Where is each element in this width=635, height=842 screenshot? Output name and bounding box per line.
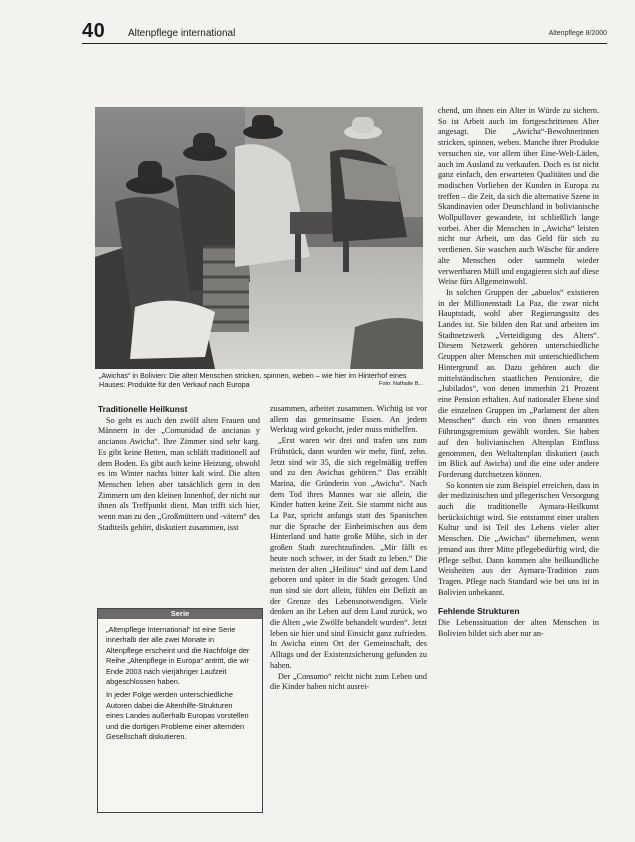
paragraph: zusammen, arbeitet zusammen. Wichtig ist vor allem das gemeinsame Essen. An jedem Werktag wird gekocht, jeder muss mithelfen. <box>270 404 427 435</box>
header-rule <box>82 43 607 44</box>
series-info-box <box>97 608 263 813</box>
caption-text: „Awichas“ in Bolivien: Die alten Menschen stricken, spinnen, weben – wie hier im Hinterhof eines Hauses: Produkte für den Verkauf nach Europa <box>99 371 407 389</box>
paragraph: Die Lebenssituation der alten Menschen in Bolivien bildet sich aber nur an- <box>438 618 599 638</box>
photo-caption <box>99 371 423 389</box>
section-heading: Fehlende Strukturen <box>438 606 520 617</box>
paragraph: Der „Consumo“ reicht nicht zum Leben und die Kinder haben nicht ausrei- <box>270 671 427 692</box>
article-column-1 <box>98 404 260 533</box>
page-number: 40 <box>82 20 106 42</box>
issue-label: Altenpflege 8/2000 <box>548 30 607 37</box>
series-paragraph: In jeder Folge werden unterschiedliche Autoren dabei die Altenhilfe-Strukturen eines Landes außerhalb Europas vorstellen und die dortigen Probleme einer alternden Gesellschaft diskutieren. <box>106 690 249 742</box>
article-photo <box>95 107 423 369</box>
paragraph: „Erst waren wir drei und trafen uns zum Frühstück, dann wurden wir mehr, fünf, zehn. Jetzt sind wir 35, die sich regelmäßig treffen und zu den Awichas gehören.“ Das erzählt Marina, die Gründerin von „Awicha“. Nach dem Tod ihres Mannes war sie allein, die Kinder hatten keine Zeit. Sie stammt nicht aus La Paz, spricht anfangs statt des Spanischen nur die Sprache der Einheimischen aus dem Hinterland und hatte große Mühe, sich in der großen Stadt zurechtzufinden. „Mir fällt es heute noch schwer, in der Stadt zu leben.“ Die meisten der alten „Heilitos“ sind auf dem Land geboren und später in die Stadt gezogen. Und nun sind sie dort allein, fühlen ein Defizit an der Grenze des Lebensnotwendigen. Viele denken an ihr Leben auf dem Land zurück, wo die Alten „wie Zwölfe behandelt wurden“. Jetzt leben sie hier und sind Einsicht ganz zufrieden. In Awicha einen Ort der Gemeinschaft, des Alltags und der Existenzsicherung gefunden zu haben. <box>270 436 427 670</box>
paragraph: So konnten sie zum Beispiel erreichen, dass in der medizinischen und pflegerischen Versorgung auch die traditionelle Aymara-Heilkunst berücksichtigt wird. Sie entstammt einer uralten Kultur und ist Teil des Lebens vieler alter Menschen. Die „Awichas“ übernehmen, wenn jemand aus ihrer Mitte pflegebedürftig wird, die Pflege selbst. Dann kommen alte heilkundliche Weisheiten aus der Aymara-Tradition zum Tragen. Pflege nach Standard wie bei uns ist in Bolivien unbekannt. <box>438 480 599 597</box>
photo-credit: Foto: Nathalie B... <box>378 381 423 387</box>
photo-illustration <box>95 107 423 369</box>
magazine-title: Altenpflege international <box>128 28 236 39</box>
paragraph: So geht es auch den zwölf alten Frauen und Männern in der „Comunidad de ancianas y ancianos Awicha“. Ihre Zimmer sind sehr karg. Es gibt keine Betten, man schläft traditionell auf dem Boden. Es gibt auch keine Heizung, obwohl es im Winter nachts bitter kalt wird. Die alten Menschen leben aber tatsächlich gern in den Zimmern um den kleinen Innenhof, der nicht nur ihnen als Treffpunkt dient. Man trifft sich hier, wenn man zu den „Großmüttern und -vätern“ des Stadtteils gehört, diskutiert zusammen, isst <box>98 415 260 532</box>
paragraph: In solchen Gruppen der „abuelos“ existieren in der Millionenstadt La Paz, die zwar nicht Hauptstadt, wohl aber Regierungssitz des Landes ist. Sie bilden den Rat und arbeiten im Stadtnetzwerk „Verteidigung des Alters“. Diesem Netzwerk gehören unterschiedliche Gruppen alter Menschen mit unterschiedlichem Hintergrund an. Dazu gehören auch die mittelständischen staatlichen Pensionäre, die „Jubilados“, von denen immerhin 21 Prozent eine Pension erhalten. Auf nationaler Ebene sind die einzelnen Gruppen im „Parlament der alten Menschen“ durch ein von ihnen ernanntes Führungsgremium gewählt worden. Sie haben auf den bolivianischen Altenplan Einfluss genommen, den Weltaltenplan diskutiert (auch im Blick auf Awicha) und die eine oder andere Forderung durchsetzen können. <box>438 287 599 479</box>
article-column-3 <box>438 106 599 639</box>
article-column-2 <box>270 404 427 693</box>
section-heading: Traditionelle Heilkunst <box>98 404 188 414</box>
series-box-title: Serie <box>98 609 262 619</box>
series-paragraph: „Altenpflege International“ ist eine Serie innerhalb der alle zwei Monate in Altenpflege erscheint und die Nachfolge der Reihe „Altenpflege in Europa“ antritt, die wir Ende 2003 nach vierjähriger Laufzeit abgeschlossen haben. <box>106 625 250 687</box>
paragraph: chend, um ihnen ein Alter in Würde zu sichern. So ist Arbeit auch im fortgeschrittenen Alter angesagt. Die „Awicha“-Bewohnerinnen stricken, spinnen, weben. Manche ihrer Produkte versuchen sie, vor allem über Eine-Welt-Läden, auch im Ausland zu verkaufen. Doch es ist nicht ganz einfach, den erwarteten Qualitäten und die modischen Vorlieben der Kunden in Europa zu treffen – die Zeit, da sich die alternative Szene in Skandinavien oder Deutschland in bolivianische Wollpullover gewandete, ist schließlich lange vorbei. Aber die Menschen in „Awicha“ leisten nicht nur Arbeit, um das Geld für sich zu verdienen. Sie waschen auch Wäsche für andere alte Menschen oder sammeln wieder verwertbaren Müll und engagieren sich auf diese Weise fürs Allgemeinwohl. <box>438 106 599 287</box>
